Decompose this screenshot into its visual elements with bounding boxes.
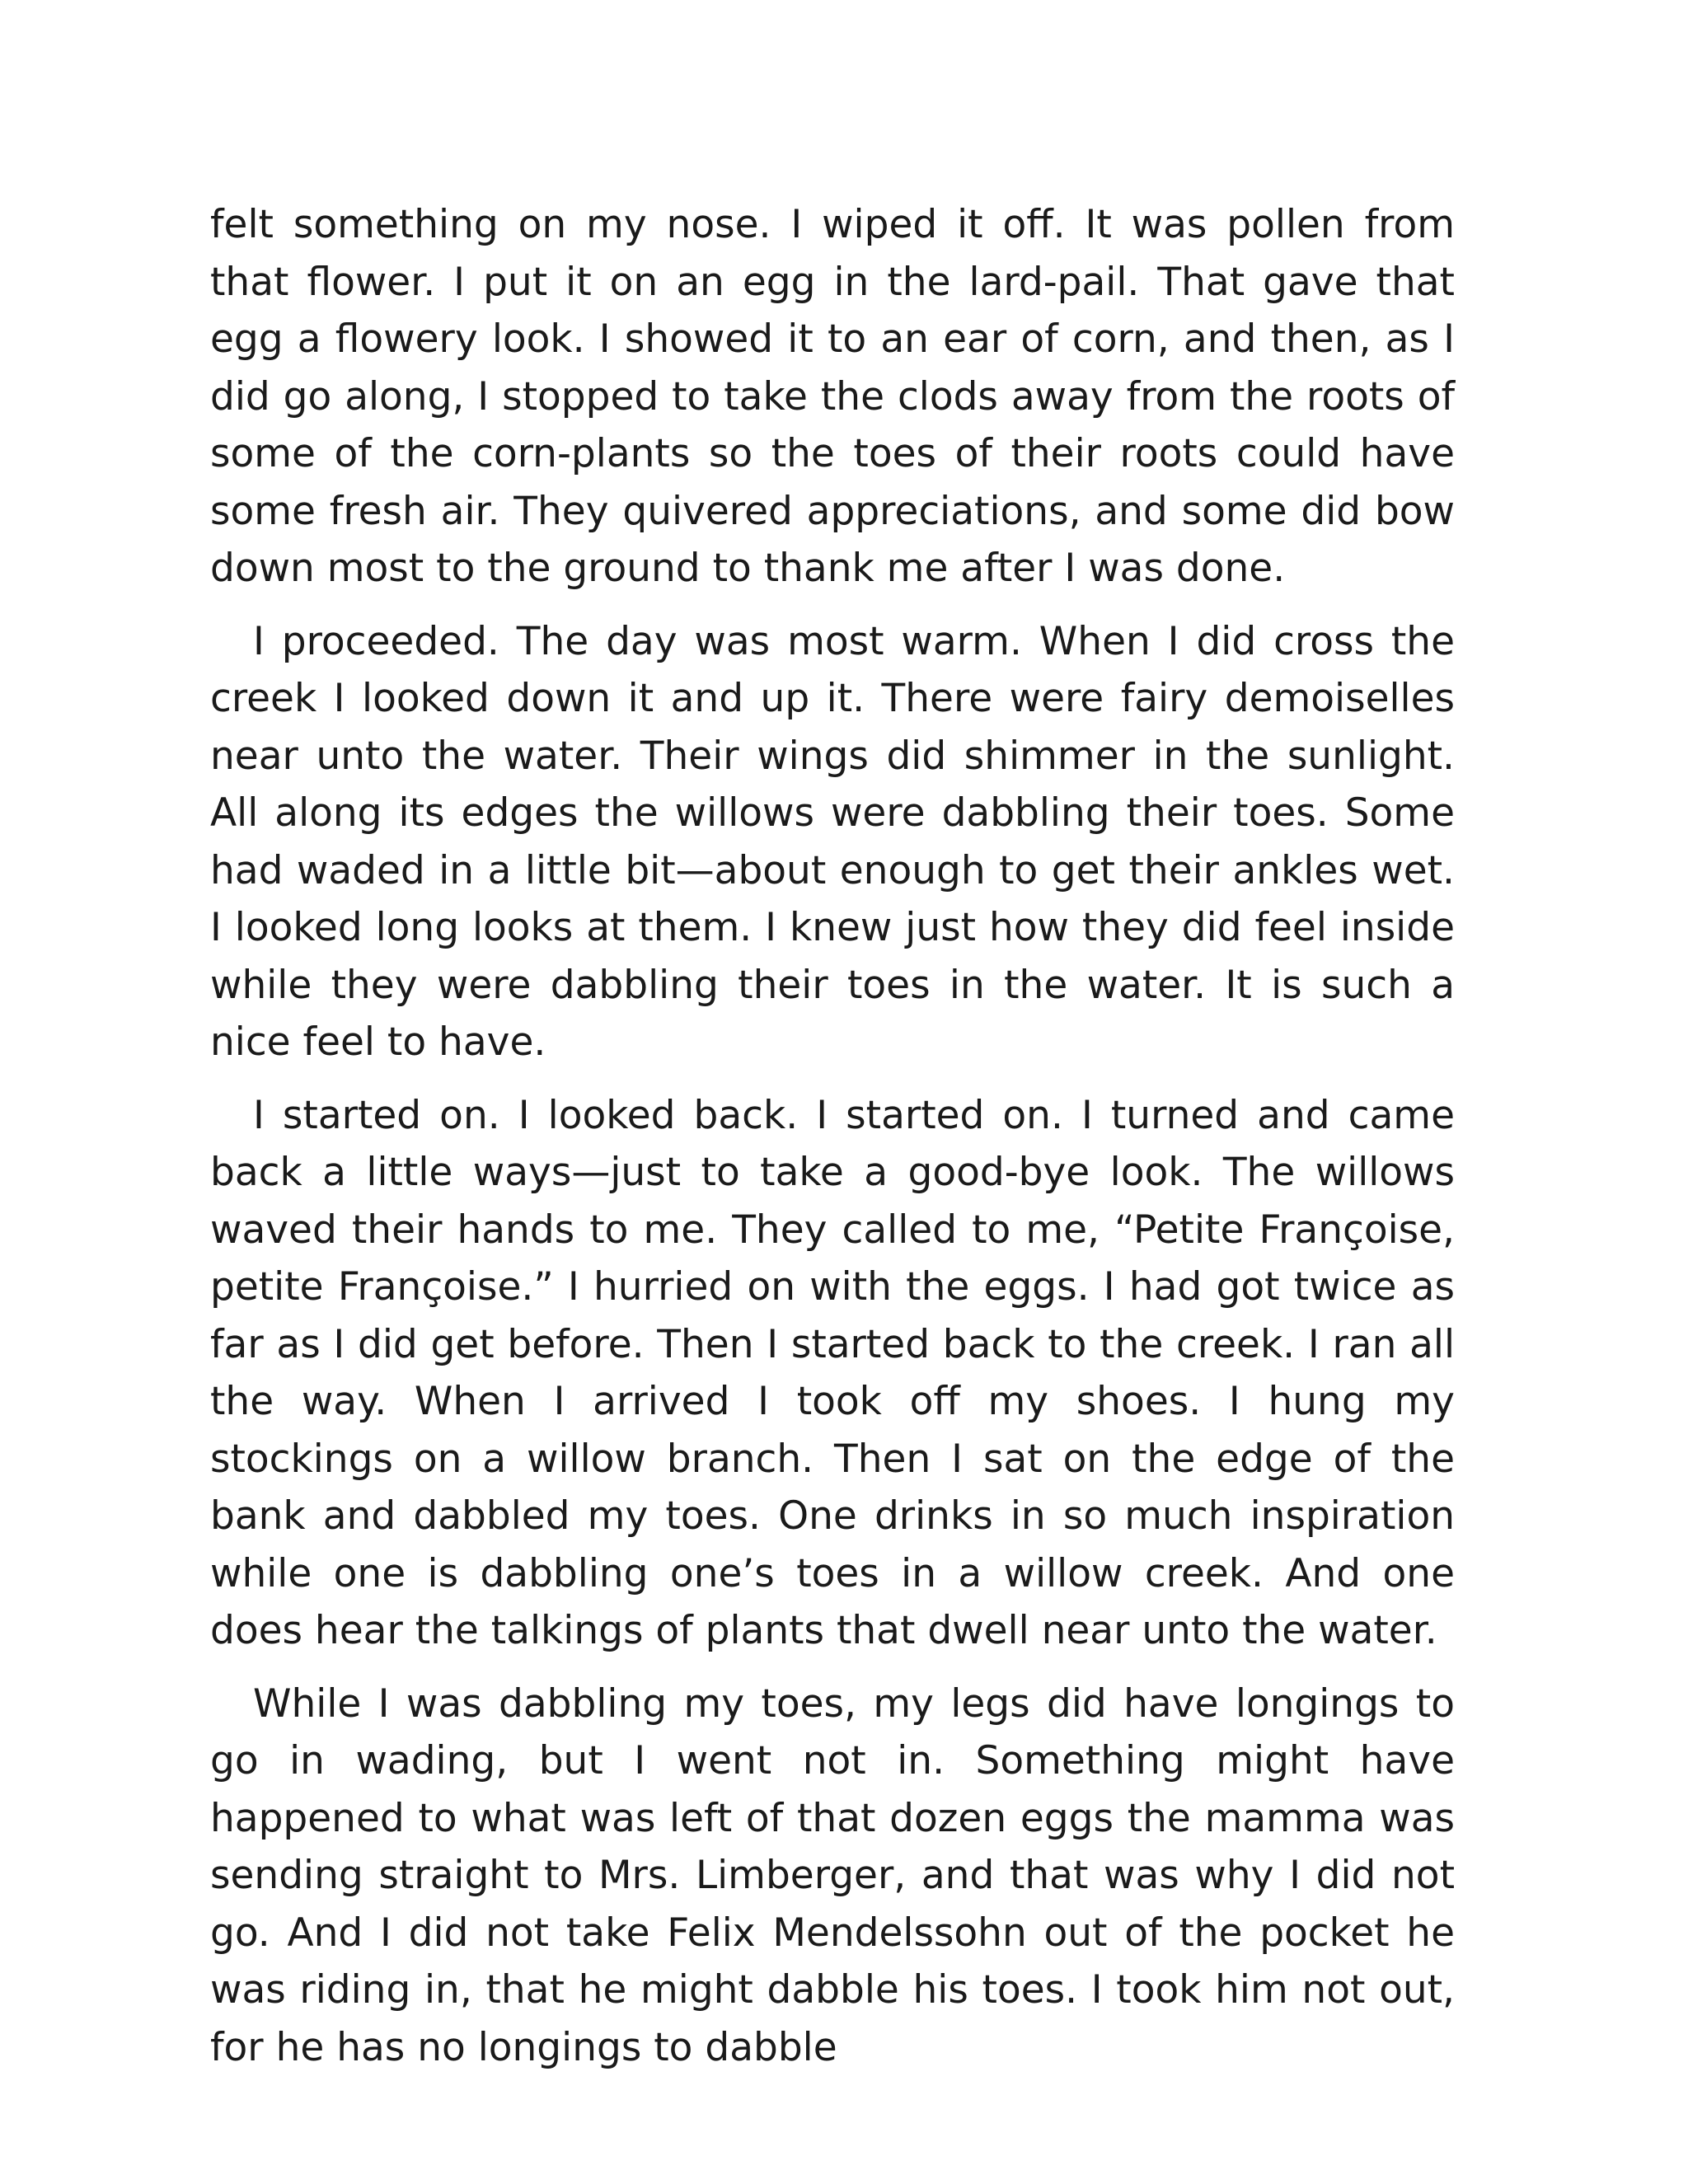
- paragraph-2: I proceeded. The day was most warm. When I did cross the creek I looked down it and up it. There were fairy demoiselles near unto the water. Their wings did shimmer in the sunlight. All along its edges the willows were dabbling their toes. Some had waded in a little bit—about enough to get their ankles wet. I looked long looks at them. I knew just how they did feel inside while they were dabbling their toes in the water. It is such a nice feel to have.: [210, 618, 1455, 1065]
- body-text: [210, 196, 1455, 2092]
- paragraph-4: While I was dabbling my toes, my legs did have longings to go in wading, but I went not in. Something might have happened to what was left of that dozen eggs the mamma was sending straight to Mrs. Limberger, and that was why I did not go. And I did not take Felix Mendelssohn out of the pocket he was riding in, that he might dabble his toes. I took him not out, for he has no longings to dabble: [210, 1680, 1455, 2070]
- paragraph-3: I started on. I looked back. I started on. I turned and came back a little ways—just to take a good-bye look. The willows waved their hands to me. They called to me, “Petite Françoise, petite Françoise.” I hurried on with the eggs. I had got twice as far as I did get before. Then I started back to the creek. I ran all the way. When I arrived I took off my shoes. I hung my stockings on a willow branch. Then I sat on the edge of the bank and dabbled my toes. One drinks in so much inspiration while one is dabbling one’s toes in a willow creek. And one does hear the talkings of plants that dwell near unto the water.: [210, 1092, 1455, 1653]
- paragraph-1: felt something on my nose. I wiped it off. It was pollen from that flower. I put it on an egg in the lard-pail. That gave that egg a flowery look. I showed it to an ear of corn, and then, as I did go along, I stopped to take the clods away from the roots of some of the corn-plants so the toes of their roots could have some fresh air. They quivered appreciations, and some did bow down most to the ground to thank me after I was done.: [210, 202, 1455, 591]
